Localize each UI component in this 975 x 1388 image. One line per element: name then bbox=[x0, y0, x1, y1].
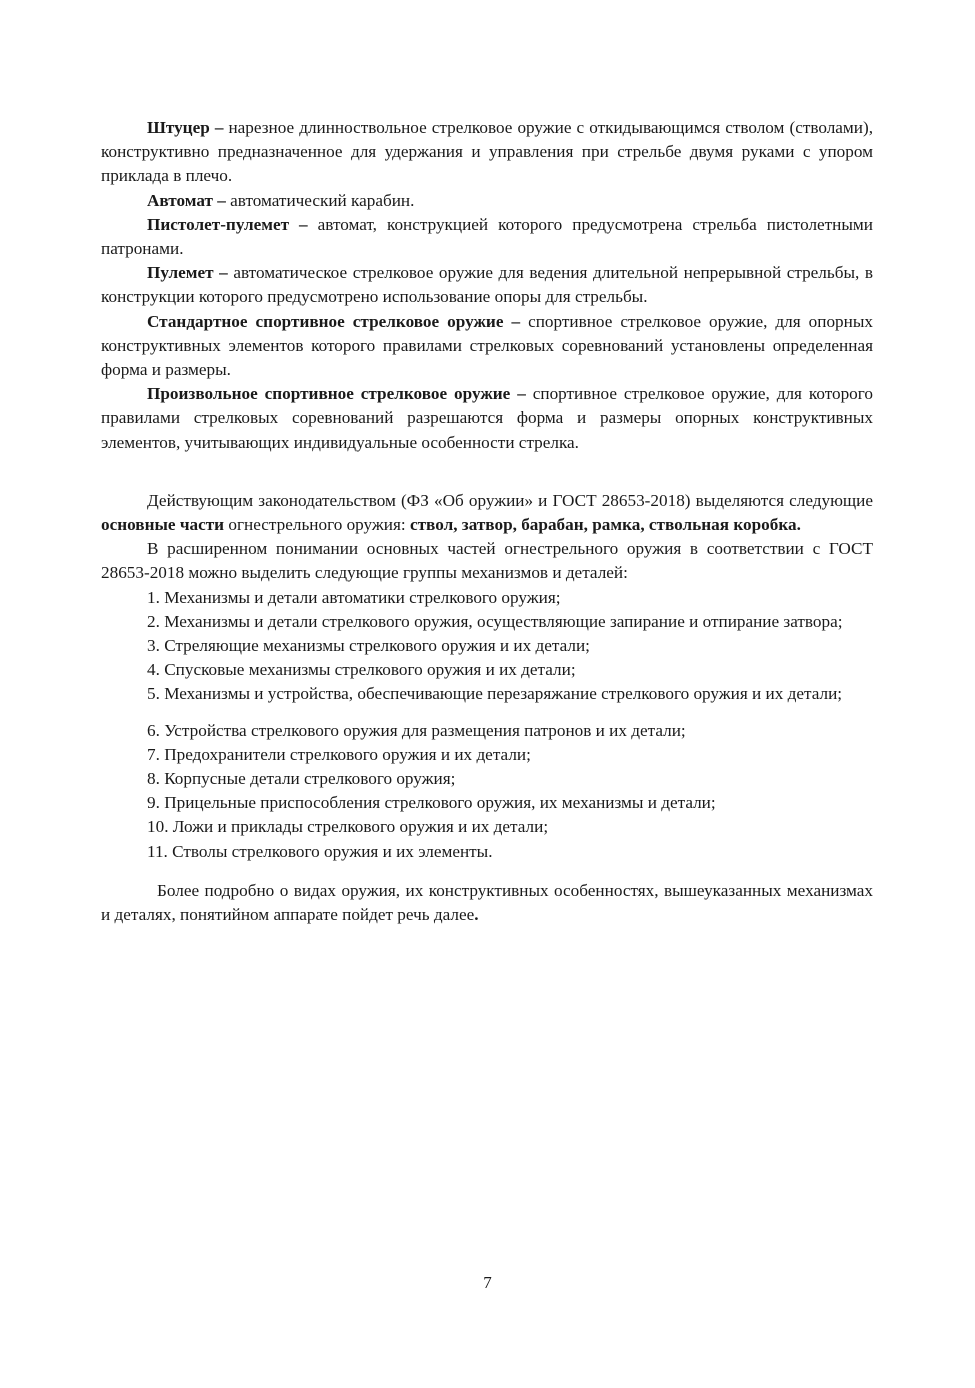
definition-text: автоматический карабин. bbox=[230, 190, 415, 210]
definition-paragraph bbox=[101, 382, 873, 455]
definition-text: спортивное стрелковое оружие, для опорных конструктивных элементов которого правилами стрелковых соревнований установлены определенная форма и размеры. bbox=[101, 311, 873, 380]
list-item: 9. Прицельные приспособления стрелкового оружия, их механизмы и детали; bbox=[147, 793, 716, 813]
definition-paragraph bbox=[101, 116, 873, 189]
list-spacer bbox=[101, 707, 873, 719]
definition-dash: – bbox=[213, 263, 234, 283]
legislation-paragraph bbox=[101, 489, 873, 537]
definition-dash: – bbox=[212, 190, 231, 210]
page-content bbox=[101, 116, 873, 927]
closing-text: Более подробно о видах оружия, их конструктивных особенностях, вышеуказанных механизмах и деталях, понятийном аппарате пойдет речь далее bbox=[101, 880, 873, 925]
definition-text: автоматическое стрелковое оружие для ведения длительной непрерывной стрельбы, в конструкции которого предусмотрено использование опоры для стрельбы. bbox=[101, 263, 874, 307]
section-spacer bbox=[101, 864, 873, 879]
definition-dash: – bbox=[503, 311, 529, 331]
legislation-intro: Действующим законодательством (ФЗ «Об оружии» и ГОСТ 28653-2018) выделяются следующие bbox=[147, 490, 873, 510]
legislation-middle: огнестрельного оружия: bbox=[224, 515, 410, 535]
page-number: 7 bbox=[483, 1273, 492, 1292]
list-item: 7. Предохранители стрелкового оружия и их детали; bbox=[147, 744, 531, 764]
definition-dash: – bbox=[510, 384, 533, 404]
list-item: 1. Механизмы и детали автоматики стрелкового оружия; bbox=[147, 587, 561, 607]
list-item: 10. Ложи и приклады стрелкового оружия и их детали; bbox=[147, 817, 549, 837]
definition-term: Произвольное спортивное стрелковое оружие bbox=[147, 384, 511, 404]
definition-term: Автомат bbox=[147, 190, 213, 210]
definition-paragraph bbox=[101, 189, 873, 213]
definition-text: спортивное стрелковое оружие, для которого правилами стрелковых соревнований разрешаются форма и размеры опорных конструктивных элементов, учитывающих индивидуальные особенности стрелка. bbox=[101, 384, 873, 452]
definition-term: Пистолет-пулемет bbox=[147, 214, 290, 234]
definition-text: нарезное длинноствольное стрелковое оружие с откидывающимся стволом (стволами), конструктивно предназначенное для удержания и управления при стрельбе двумя руками с упором приклада в плечо. bbox=[101, 118, 873, 186]
definition-term: Стандартное спортивное стрелковое оружие bbox=[147, 311, 504, 331]
definition-dash: – bbox=[209, 118, 229, 137]
list-item: 2. Механизмы и детали стрелкового оружия, осуществляющие запирание и отпирание затвора; bbox=[147, 611, 843, 631]
list-item: 3. Стреляющие механизмы стрелкового оружия и их детали; bbox=[147, 636, 590, 656]
legislation-part-list: ствол, затвор, барабан, рамка, ствольная коробка. bbox=[409, 515, 801, 535]
closing-period: . bbox=[474, 905, 479, 925]
list-item: 11. Стволы стрелкового оружия и их элементы. bbox=[147, 841, 493, 861]
definition-paragraph bbox=[101, 261, 873, 309]
definition-paragraph bbox=[101, 310, 873, 383]
definition-term: Штуцер bbox=[147, 118, 210, 137]
list-item: 6. Устройства стрелкового оружия для размещения патронов и их детали; bbox=[147, 720, 686, 740]
section-spacer bbox=[101, 455, 873, 489]
definition-text: автомат, конструкцией которого предусмотрена стрельба пистолетными патронами. bbox=[101, 214, 873, 259]
closing-paragraph bbox=[101, 879, 873, 927]
definition-dash: – bbox=[289, 214, 318, 234]
definition-term: Пулемет bbox=[147, 263, 214, 283]
list-item: 5. Механизмы и устройства, обеспечивающие перезаряжание стрелкового оружия и их детали; bbox=[147, 684, 843, 704]
list-item: 4. Спусковые механизмы стрелкового оружия и их детали; bbox=[147, 660, 576, 680]
groups-intro-paragraph: В расширенном понимании основных частей огнестрельного оружия в соответствии с ГОСТ 28653-2018 можно выделить следующие группы механизмов и деталей: bbox=[101, 539, 873, 583]
definition-paragraph bbox=[101, 213, 873, 261]
legislation-bold-parts: основные части bbox=[101, 515, 225, 535]
list-item: 8. Корпусные детали стрелкового оружия; bbox=[147, 769, 456, 789]
